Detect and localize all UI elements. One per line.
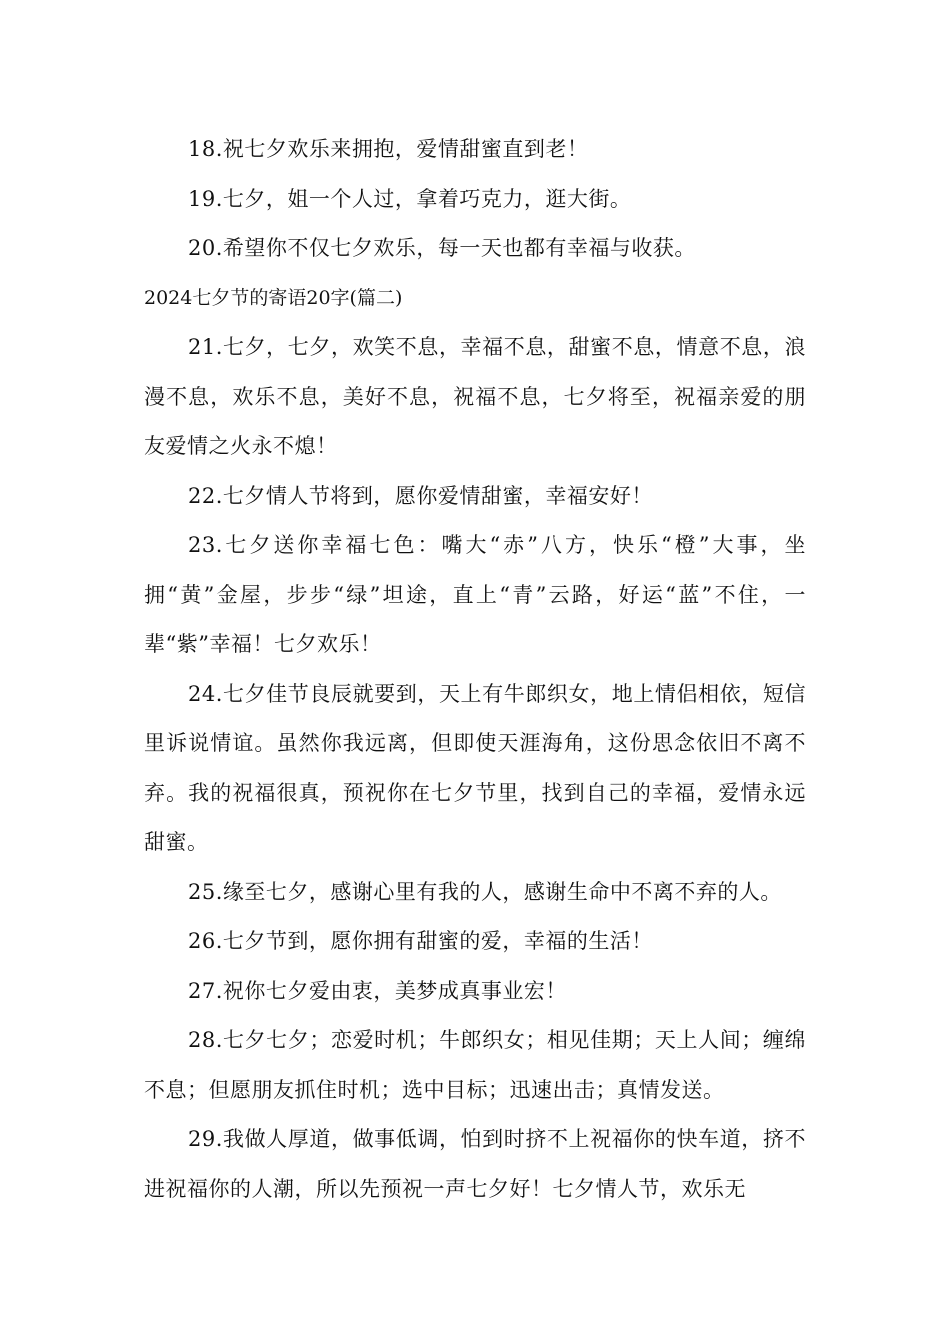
paragraph-26: 26.七夕节到，愿你拥有甜蜜的爱，幸福的生活！ <box>188 929 653 953</box>
paragraph-22: 22.七夕情人节将到，愿你爱情甜蜜，幸福安好！ <box>188 483 653 508</box>
document-body <box>144 125 806 1214</box>
paragraph-20: 20.希望你不仅七夕欢乐，每一天也都有幸福与收获。 <box>188 236 696 260</box>
paragraph-23: 23.七夕送你幸福七色：嘴大“赤”八方，快乐“橙”大事，坐拥“黄”金屋，步步“绿”坦途，直上“青”云路，好运“蓝”不住，一辈“紫”幸福！七夕欢乐！ <box>144 533 806 656</box>
paragraph-24: 24.七夕佳节良辰就要到，天上有牛郎织女，地上情侣相依，短信里诉说情谊。虽然你我远离，但即使天涯海角，这份思念依旧不离不弃。我的祝福很真，预祝你在七夕节里，找到自己的幸福，爱情永远甜蜜。 <box>144 681 806 854</box>
paragraph-25: 25.缘至七夕，感谢心里有我的人，感谢生命中不离不弃的人。 <box>188 879 782 904</box>
paragraph-29: 29.我做人厚道，做事低调，怕到时挤不上祝福你的快车道，挤不进祝福你的人潮，所以先预祝一声七夕好！七夕情人节，欢乐无 <box>144 1127 806 1201</box>
section-heading: 2024七夕节的寄语20字(篇二) <box>144 286 403 309</box>
paragraph-21: 21.七夕，七夕，欢笑不息，幸福不息，甜蜜不息，情意不息，浪漫不息，欢乐不息，美好不息，祝福不息，七夕将至，祝福亲爱的朋友爱情之火永不熄！ <box>144 335 806 458</box>
paragraph-18: 18.祝七夕欢乐来拥抱，爱情甜蜜直到老！ <box>188 137 589 161</box>
paragraph-28: 28.七夕七夕；恋爱时机；牛郎织女；相见佳期；天上人间；缠绵不息；但愿朋友抓住时机；选中目标；迅速出击；真情发送。 <box>144 1028 806 1102</box>
paragraph-27: 27.祝你七夕爱由衷，美梦成真事业宏！ <box>188 978 567 1003</box>
paragraph-19: 19.七夕，姐一个人过，拿着巧克力，逛大街。 <box>188 186 632 211</box>
